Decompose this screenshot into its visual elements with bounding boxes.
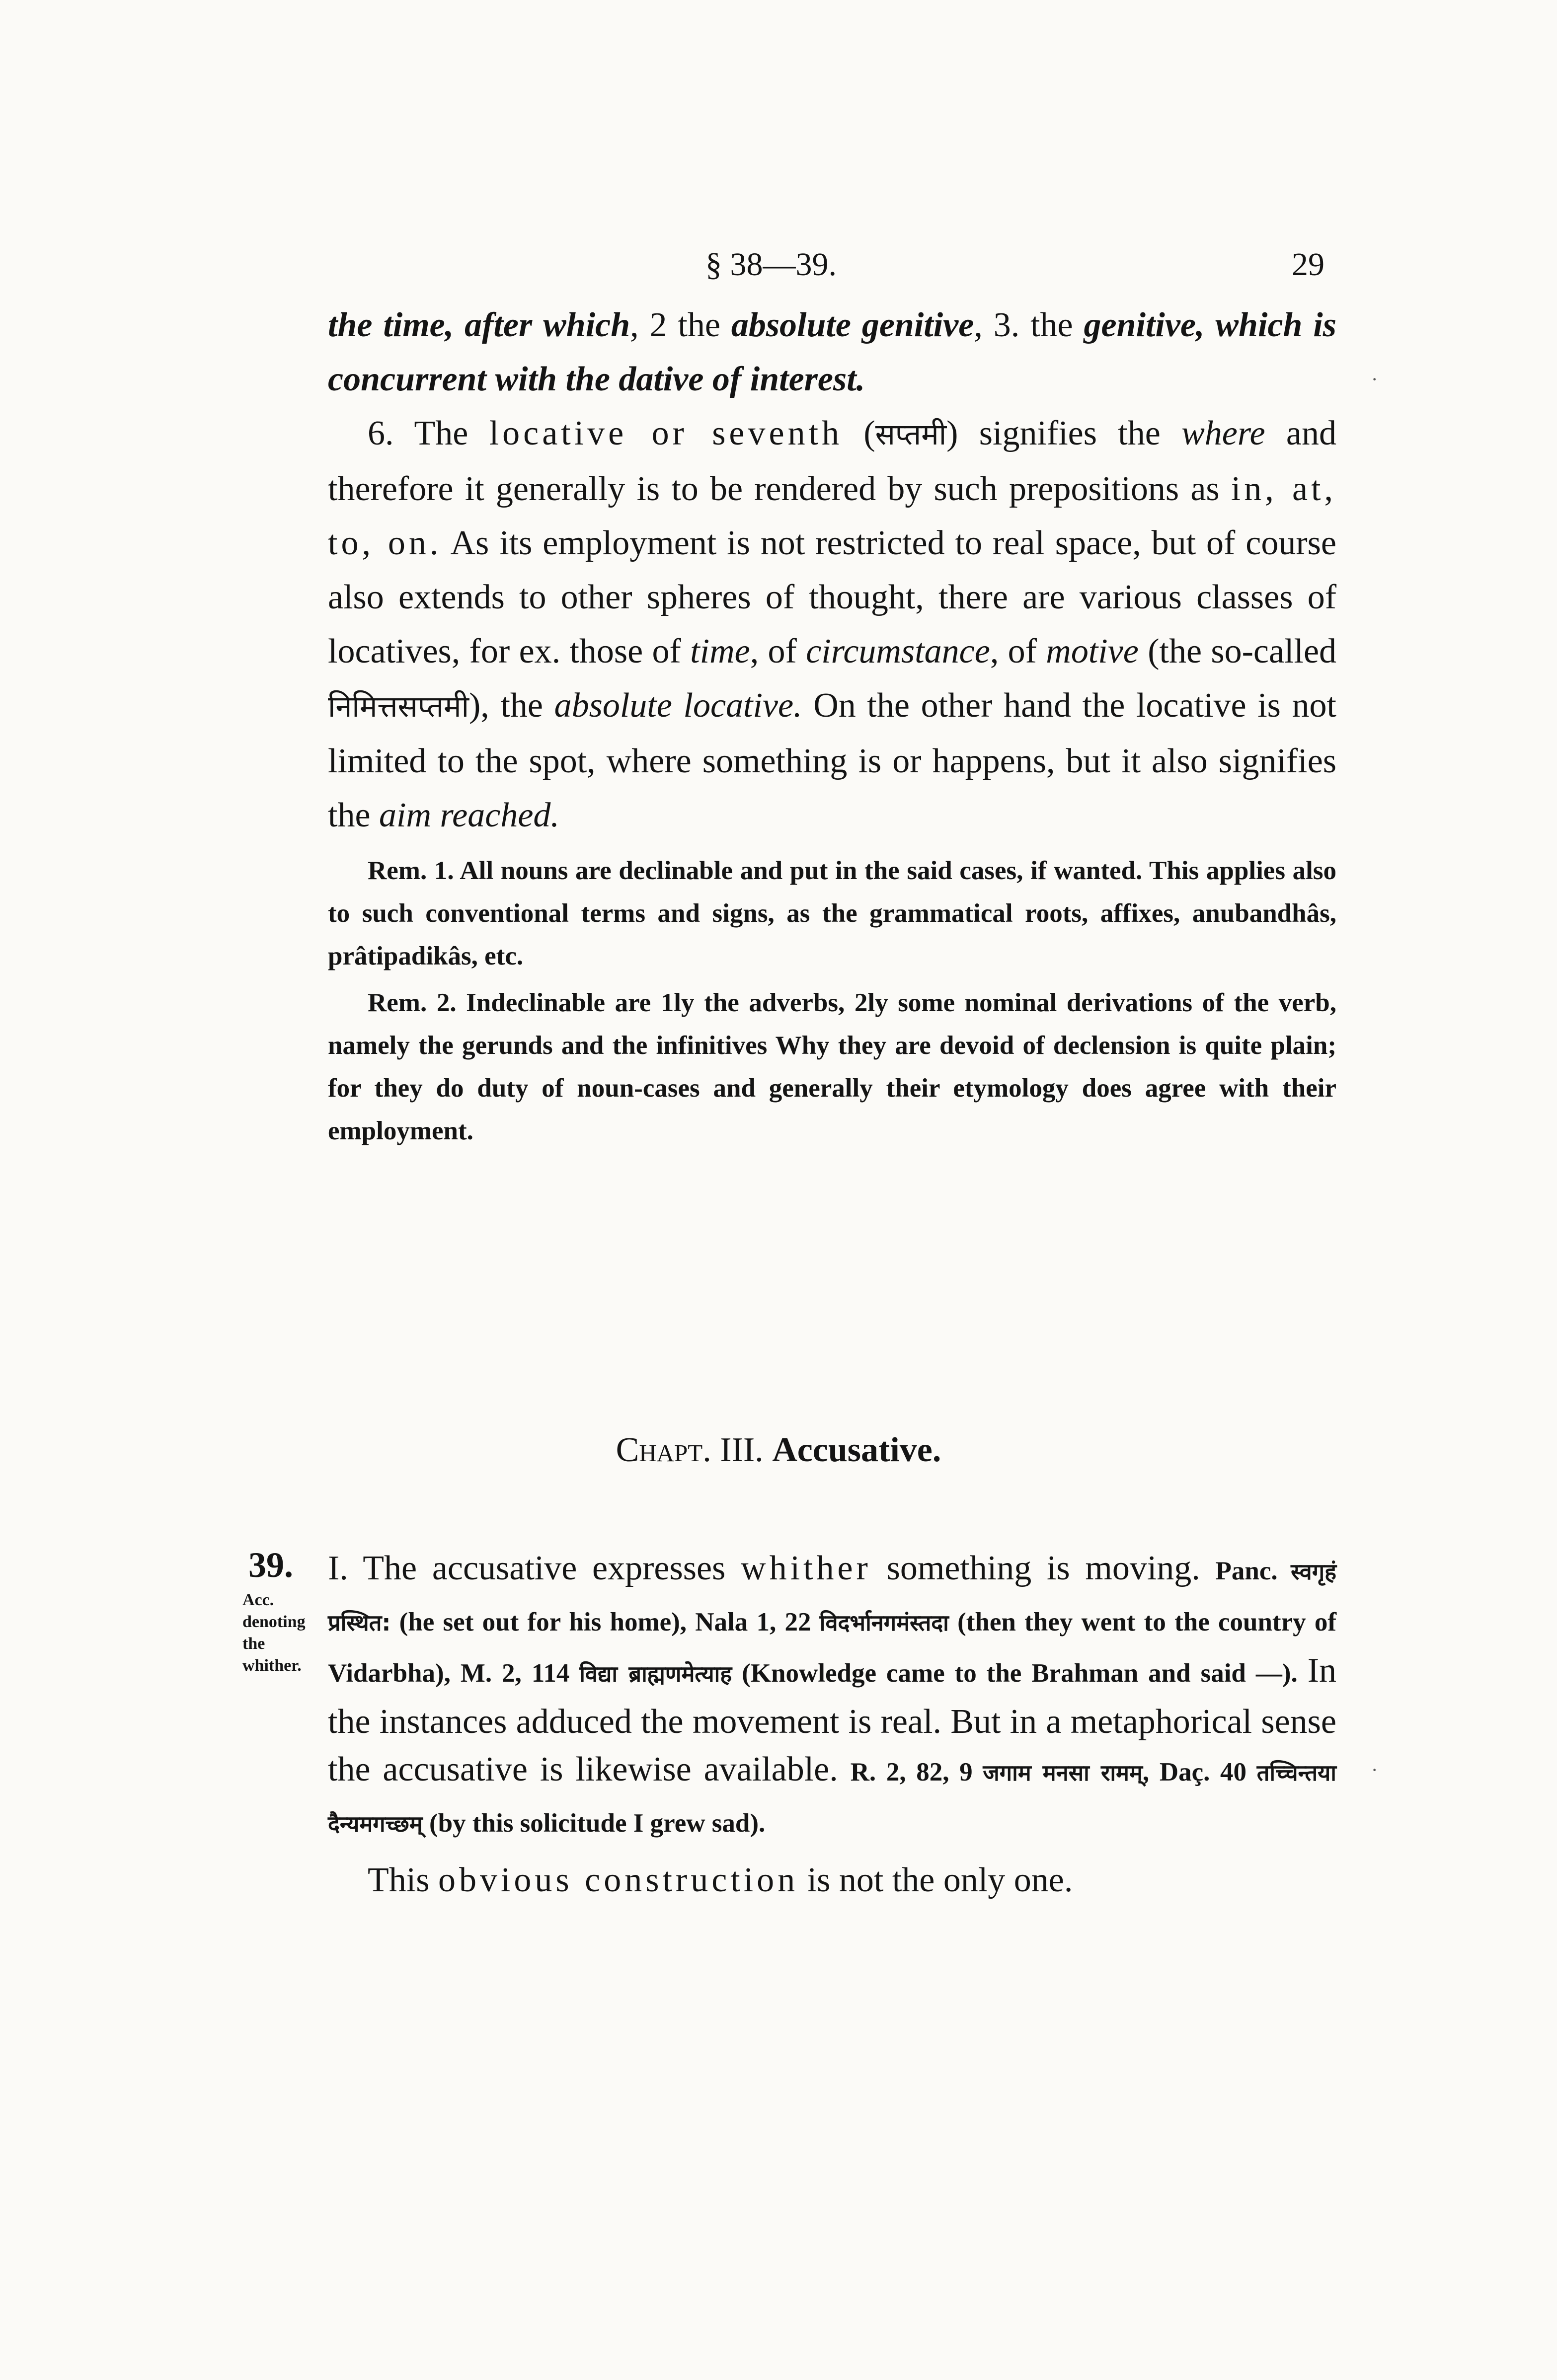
italic-term: motive [1046, 632, 1139, 670]
text-run: (he set out for his home), Nala 1, 22 [390, 1608, 820, 1636]
text-run: , of [750, 632, 806, 670]
remark-2: Rem. 2. Indeclinable are 1ly the adverbs, 2ly some nominal derivations of the verb, namely the gerunds and the infinitives Why they are devoid of declension is quite plain; for they do duty of noun-cases and generally their etymology does agree with their employment. [328, 988, 1336, 1145]
italic-term: circumstance [806, 632, 990, 670]
text-run: 6. The [368, 414, 489, 452]
text-run: genitive, which is concurrent with the dative of interest. [328, 306, 1337, 398]
page-number: 29 [1292, 246, 1324, 283]
italic-term: aim reached. [379, 796, 559, 834]
devanagari-term: जगाम मनसा रामम् [983, 1760, 1143, 1786]
speck: · [1371, 368, 1378, 390]
text-run: In the instances adduced the movement is real. But in a metaphorical sense the accusative is likewise available. [328, 1651, 1337, 1788]
text-run: This [368, 1861, 438, 1899]
text-run: and therefore it generally is to be rendered by such prepositions as [328, 414, 1336, 508]
text-run: , 2 the [630, 306, 731, 344]
text-run: (the so-called [1138, 632, 1337, 670]
text-run: I. The accusative expresses [328, 1549, 741, 1587]
paragraph-genitive-continuation [328, 298, 1336, 406]
italic-term: time [690, 632, 750, 670]
text-run: is not the only one. [798, 1861, 1073, 1899]
spaced-term: obvious construction [438, 1861, 799, 1899]
text-run: On the other hand the locative is not limited to the spot, where something is or happens, but it also signifies the [328, 686, 1336, 834]
paragraph-accusative [328, 1545, 1336, 1848]
chapter-number: III. [720, 1431, 764, 1469]
devanagari-term: निमित्तसप्तमी [328, 690, 469, 724]
text-run: As its employment is not restricted to real space, but of course also extends to other spheres of thought, there are various classes of locatives, for ex. those of [328, 524, 1336, 670]
text-run: R. 2, 82, 9 [850, 1758, 983, 1786]
section-reference: § 38—39. [705, 246, 837, 283]
text-run: ) signifies the [946, 414, 1182, 452]
spaced-term: whither [741, 1549, 871, 1587]
text-run: , of [990, 632, 1046, 670]
text-run: (Knowledge came to the Brahman and said —). [732, 1659, 1308, 1688]
chapter-heading [0, 1430, 1557, 1470]
section-39-text [328, 1545, 1336, 1907]
devanagari-term: विद्या ब्राह्मणमेत्याह [579, 1661, 732, 1687]
devanagari-term: स्वगृहं प्रस्थित: [328, 1559, 1336, 1636]
margin-note: Acc. denoting the whither. [242, 1591, 306, 1675]
italic-term: where [1181, 414, 1265, 452]
paragraph-locative [328, 406, 1336, 842]
text-run: the time, after which [328, 306, 630, 344]
italic-term: absolute locative. [554, 686, 802, 725]
text-run: ( [843, 414, 875, 452]
text-run: something is moving. [871, 1549, 1216, 1587]
text-run: ), the [469, 686, 554, 725]
spaced-term: locative or seventh [489, 414, 843, 452]
text-run: (by this solicitude I grew sad). [422, 1809, 766, 1838]
text-run: Panc. [1215, 1557, 1291, 1585]
remark-1: Rem. 1. All nouns are declinable and put in the said cases, if wanted. This applies also to such conventional terms and signs, as the grammatical roots, affixes, anubandhâs, prâtipadikâs, etc. [328, 856, 1336, 970]
devanagari-term: तच्चिन्तया दैन्यमगच्छम् [328, 1760, 1336, 1837]
chapter-title: Accusative. [772, 1431, 941, 1469]
text-run: (then they went to the country of Vidarbha), M. 2, 114 [328, 1608, 1337, 1688]
upper-text-block [328, 298, 1336, 1152]
text-run: , Daç. 40 [1142, 1758, 1257, 1786]
section-number: 39. [248, 1545, 293, 1585]
devanagari-term: सप्तमी [875, 418, 947, 452]
chapter-label: Chapt. [616, 1431, 711, 1469]
text-run: , 3. the [974, 306, 1084, 344]
spaced-term: in, at, to, on. [328, 470, 1336, 562]
page-header [0, 246, 1557, 291]
closing-sentence [328, 1853, 1336, 1907]
text-run: absolute genitive [731, 306, 974, 344]
devanagari-term: विदर्भानगमंस्तदा [819, 1610, 949, 1636]
speck: · [1371, 1759, 1378, 1781]
